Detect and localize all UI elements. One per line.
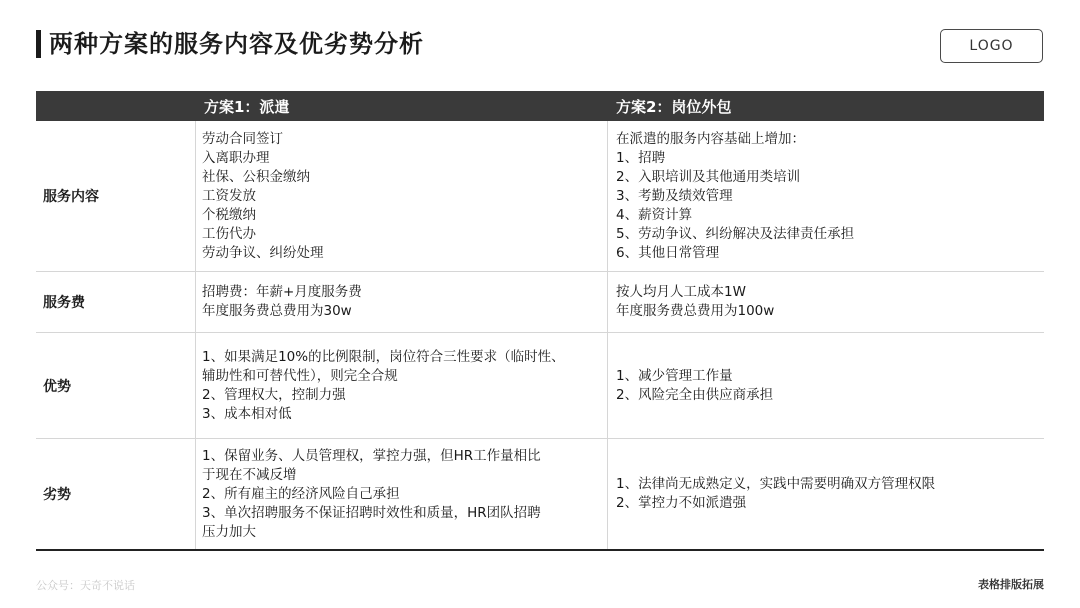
table-row bbox=[36, 121, 1044, 272]
cell-line: 压力加大 bbox=[202, 523, 256, 540]
title-accent-bar bbox=[36, 30, 41, 58]
table-row bbox=[36, 439, 1044, 549]
cell-line: 1、招聘 bbox=[616, 149, 666, 166]
cell-line: 1、减少管理工作量 bbox=[616, 367, 733, 384]
footer-caption: 表格排版拓展 bbox=[978, 578, 1044, 591]
cell-line: 3、成本相对低 bbox=[202, 405, 292, 422]
cell-line: 在派遣的服务内容基础上增加： bbox=[616, 130, 805, 147]
cell-line: 劳动合同签订 bbox=[202, 130, 283, 147]
page-title: 两种方案的服务内容及优劣势分析 bbox=[49, 30, 424, 58]
plan1-cell bbox=[196, 333, 608, 438]
plan2-cell bbox=[608, 439, 1044, 549]
cell-line: 辅助性和可替代性），则完全合规 bbox=[202, 367, 398, 384]
table-header-row bbox=[36, 91, 1044, 121]
cell-line: 1、保留业务、人员管理权，掌控力强，但HR工作量相比 bbox=[202, 447, 541, 464]
cell-line: 2、所有雇主的经济风险自己承担 bbox=[202, 485, 400, 502]
cell-line: 招聘费：年薪+月度服务费 bbox=[202, 284, 362, 300]
table-header-plan1: 方案1：派遣 bbox=[204, 97, 290, 116]
cell-line: 4、薪资计算 bbox=[616, 206, 693, 223]
row-label: 优势 bbox=[36, 333, 196, 438]
plan1-cell bbox=[196, 272, 608, 332]
cell-line: 6、其他日常管理 bbox=[616, 244, 720, 261]
cell-line: 1、法律尚无成熟定义，实践中需要明确双方管理权限 bbox=[616, 476, 936, 492]
footer-source: 公众号：天奇不说话 bbox=[36, 579, 135, 592]
cell-line: 2、风险完全由供应商承担 bbox=[616, 386, 774, 403]
cell-line: 2、管理权大，控制力强 bbox=[202, 386, 346, 403]
cell-line: 3、考勤及绩效管理 bbox=[616, 187, 733, 204]
cell-line: 个税缴纳 bbox=[202, 206, 256, 223]
cell-line: 入离职办理 bbox=[202, 149, 270, 166]
plan1-cell bbox=[196, 121, 608, 271]
plan2-cell bbox=[608, 121, 1044, 271]
cell-line: 年度服务费总费用为30w bbox=[202, 303, 352, 319]
comparison-table bbox=[36, 91, 1044, 551]
cell-line: 年度服务费总费用为100w bbox=[616, 303, 775, 319]
table-body bbox=[36, 121, 1044, 549]
cell-line: 2、掌控力不如派遣强 bbox=[616, 495, 747, 511]
plan1-cell bbox=[196, 439, 608, 549]
cell-line: 2、入职培训及其他通用类培训 bbox=[616, 168, 801, 185]
row-label: 服务内容 bbox=[36, 121, 196, 271]
cell-line: 按人均月人工成本1W bbox=[616, 284, 746, 300]
cell-line: 3、单次招聘服务不保证招聘时效性和质量，HR团队招聘 bbox=[202, 504, 541, 521]
cell-line: 工资发放 bbox=[202, 187, 256, 204]
cell-line: 工伤代办 bbox=[202, 225, 256, 242]
plan2-cell bbox=[608, 272, 1044, 332]
table-row bbox=[36, 272, 1044, 333]
table-row bbox=[36, 333, 1044, 439]
logo: LOGO bbox=[940, 29, 1043, 63]
cell-line: 5、劳动争议、纠纷解决及法律责任承担 bbox=[616, 225, 855, 242]
cell-line: 1、如果满足10%的比例限制，岗位符合三性要求（临时性、 bbox=[202, 348, 565, 365]
table-header-corner bbox=[36, 91, 196, 121]
cell-line: 于现在不减反增 bbox=[202, 466, 297, 483]
row-label: 服务费 bbox=[36, 272, 196, 332]
plan2-cell bbox=[608, 333, 1044, 438]
cell-line: 社保、公积金缴纳 bbox=[202, 168, 310, 185]
row-label: 劣势 bbox=[36, 439, 196, 549]
cell-line: 劳动争议、纠纷处理 bbox=[202, 244, 324, 261]
table-header-plan2: 方案2：岗位外包 bbox=[616, 97, 732, 116]
